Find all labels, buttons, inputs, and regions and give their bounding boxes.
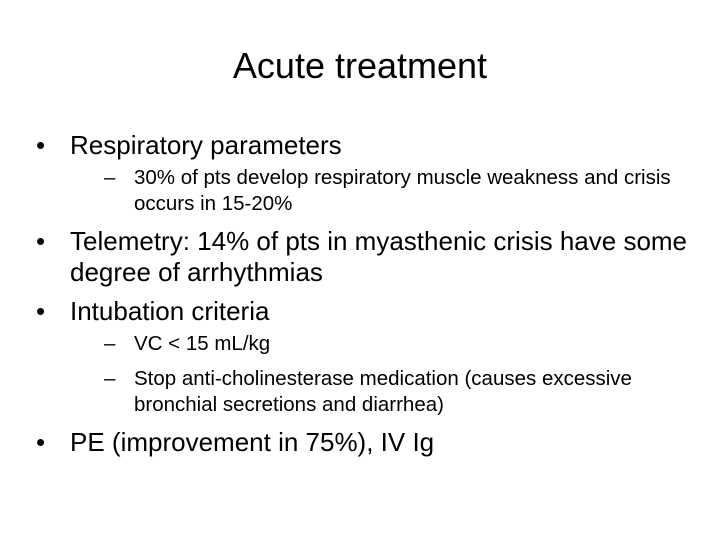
bullet-respiratory (36, 130, 696, 217)
sub-bullet-vc (104, 331, 696, 357)
bullet-text: PE (improvement in 75%), IV Ig (70, 427, 435, 457)
bullet-list (36, 130, 696, 466)
sub-bullet-text: 30% of pts develop respiratory muscle weakness and crisis occurs in 15-20% (134, 166, 671, 215)
bullet-marker: • (36, 427, 46, 457)
bullet-marker: • (36, 226, 46, 256)
bullet-marker: • (36, 130, 46, 160)
dash-marker: – (104, 166, 116, 189)
sub-bullet-stop-medication (104, 366, 696, 418)
bullet-marker: • (36, 296, 46, 326)
dash-marker: – (104, 367, 116, 390)
sub-bullet-text: VC < 15 mL/kg (134, 332, 271, 355)
bullet-pe-ivig (36, 427, 696, 458)
bullet-telemetry (36, 226, 696, 288)
sub-bullet-text: Stop anti-cholinesterase medication (causes excessive bronchial secretions and diarrhea) (134, 367, 632, 416)
bullet-text: Intubation criteria (70, 296, 270, 326)
sub-bullet-respiratory-weakness (104, 165, 696, 217)
dash-marker: – (104, 332, 116, 355)
bullet-intubation (36, 296, 696, 418)
sub-bullet-list (70, 165, 696, 217)
slide-title: Acute treatment (232, 45, 488, 86)
sub-bullet-list (70, 331, 696, 418)
bullet-text: Telemetry: 14% of pts in myasthenic crisis have some degree of arrhythmias (70, 226, 688, 287)
bullet-text: Respiratory parameters (70, 130, 342, 160)
